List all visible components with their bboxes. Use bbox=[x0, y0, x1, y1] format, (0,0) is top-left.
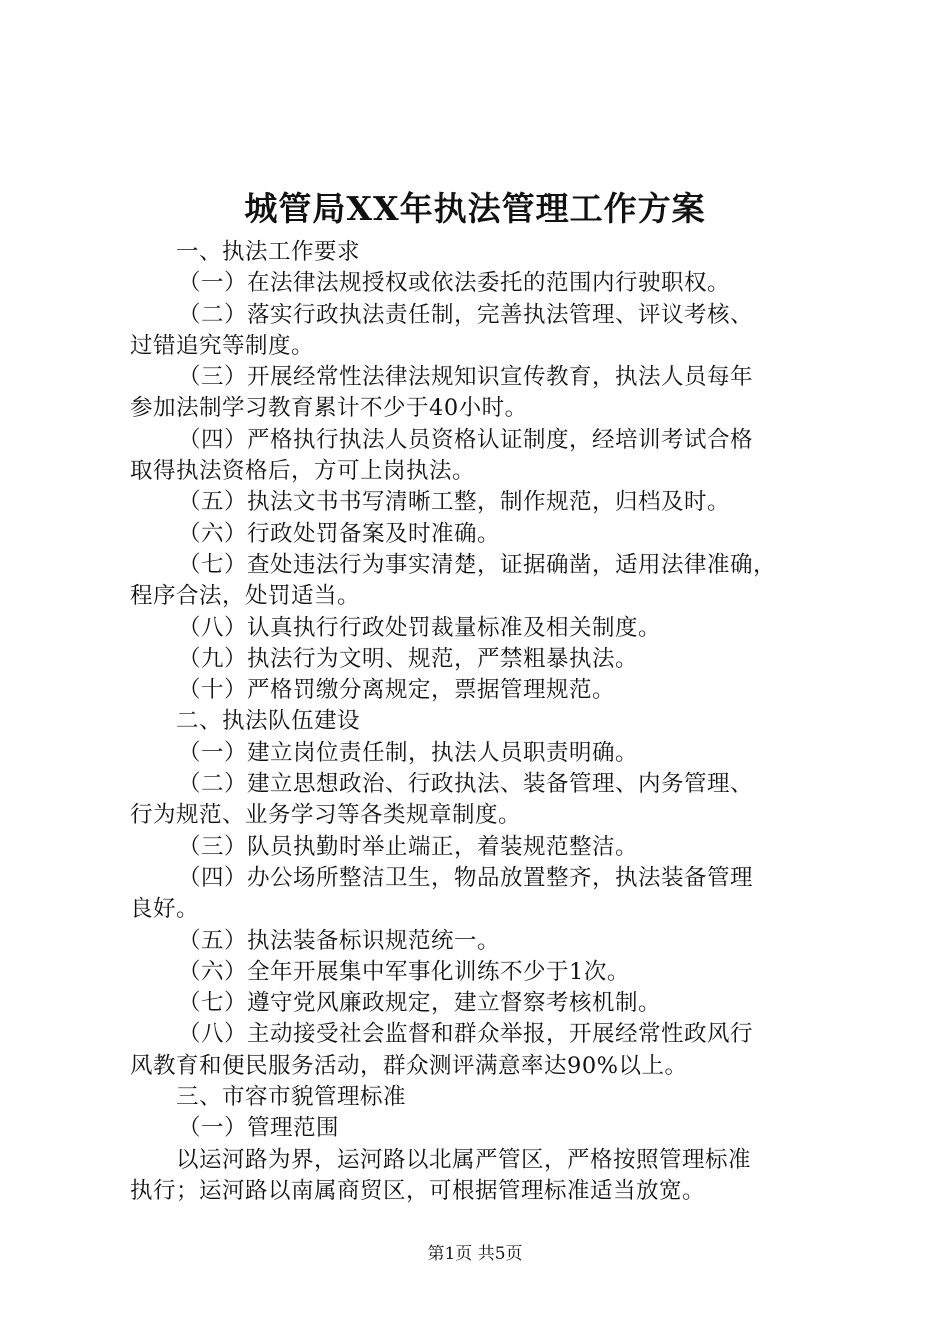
document-line: 程序合法，处罚适当。 bbox=[130, 583, 361, 610]
document-line: （八）认真执行行政处罚裁量标准及相关制度。 bbox=[178, 614, 662, 641]
document-line: （五）执法文书书写清晰工整，制作规范，归档及时。 bbox=[178, 489, 731, 516]
document-line: （一）在法律法规授权或依法委托的范围内行驶职权。 bbox=[178, 270, 731, 297]
document-line: （九）执法行为文明、规范，严禁粗暴执法。 bbox=[178, 645, 639, 672]
document-line: 以运河路为界，运河路以北属严管区，严格按照管理标准 bbox=[176, 1146, 752, 1173]
document-line: 参加法制学习教育累计不少于40小时。 bbox=[130, 395, 528, 422]
page-footer: 第1页 共5页 bbox=[427, 1244, 523, 1264]
document-line: （六）全年开展集中军事化训练不少于1次。 bbox=[178, 958, 630, 985]
document-line: （六）行政处罚备案及时准确。 bbox=[178, 520, 501, 547]
document-line: （十）严格罚缴分离规定，票据管理规范。 bbox=[178, 677, 616, 704]
document-line: （一）建立岗位责任制，执法人员职责明确。 bbox=[178, 739, 639, 766]
document-line: （七）查处违法行为事实清楚，证据确凿，适用法律准确， bbox=[178, 551, 777, 578]
document-line: 行为规范、业务学习等各类规章制度。 bbox=[130, 802, 522, 829]
document-line: （五）执法装备标识规范统一。 bbox=[178, 927, 501, 954]
document-body bbox=[130, 237, 842, 1207]
document-line: 风教育和便民服务活动，群众测评满意率达90%以上。 bbox=[130, 1052, 688, 1079]
document-line: （一）管理范围 bbox=[178, 1115, 340, 1142]
document-line: （二）建立思想政治、行政执法、装备管理、内务管理、 bbox=[178, 771, 754, 798]
document-line: 三、市容市貌管理标准 bbox=[176, 1084, 407, 1111]
document-line: （三）队员执勤时举止端正，着装规范整洁。 bbox=[178, 833, 639, 860]
document-line: （八）主动接受社会监督和群众举报，开展经常性政风行 bbox=[178, 1021, 754, 1048]
document-line: 过错追究等制度。 bbox=[130, 332, 315, 359]
document-line: （四）办公场所整洁卫生，物品放置整齐，执法装备管理 bbox=[178, 864, 754, 891]
document-title: 城管局XX年执法管理工作方案 bbox=[244, 189, 706, 228]
document-line: 良好。 bbox=[130, 896, 200, 923]
document-line: （四）严格执行执法人员资格认证制度，经培训考试合格 bbox=[178, 426, 754, 453]
document-line: （七）遵守党风廉政规定，建立督察考核机制。 bbox=[178, 990, 662, 1017]
document-line: 执行；运河路以南属商贸区，可根据管理标准适当放宽。 bbox=[130, 1177, 706, 1204]
document-line: 一、执法工作要求 bbox=[176, 239, 361, 265]
document-line: 二、执法队伍建设 bbox=[176, 708, 361, 735]
document-line: （二）落实行政执法责任制，完善执法管理、评议考核、 bbox=[178, 301, 754, 328]
document-line: （三）开展经常性法律法规知识宣传教育，执法人员每年 bbox=[178, 364, 754, 391]
document-line: 取得执法资格后，方可上岗执法。 bbox=[130, 458, 476, 485]
